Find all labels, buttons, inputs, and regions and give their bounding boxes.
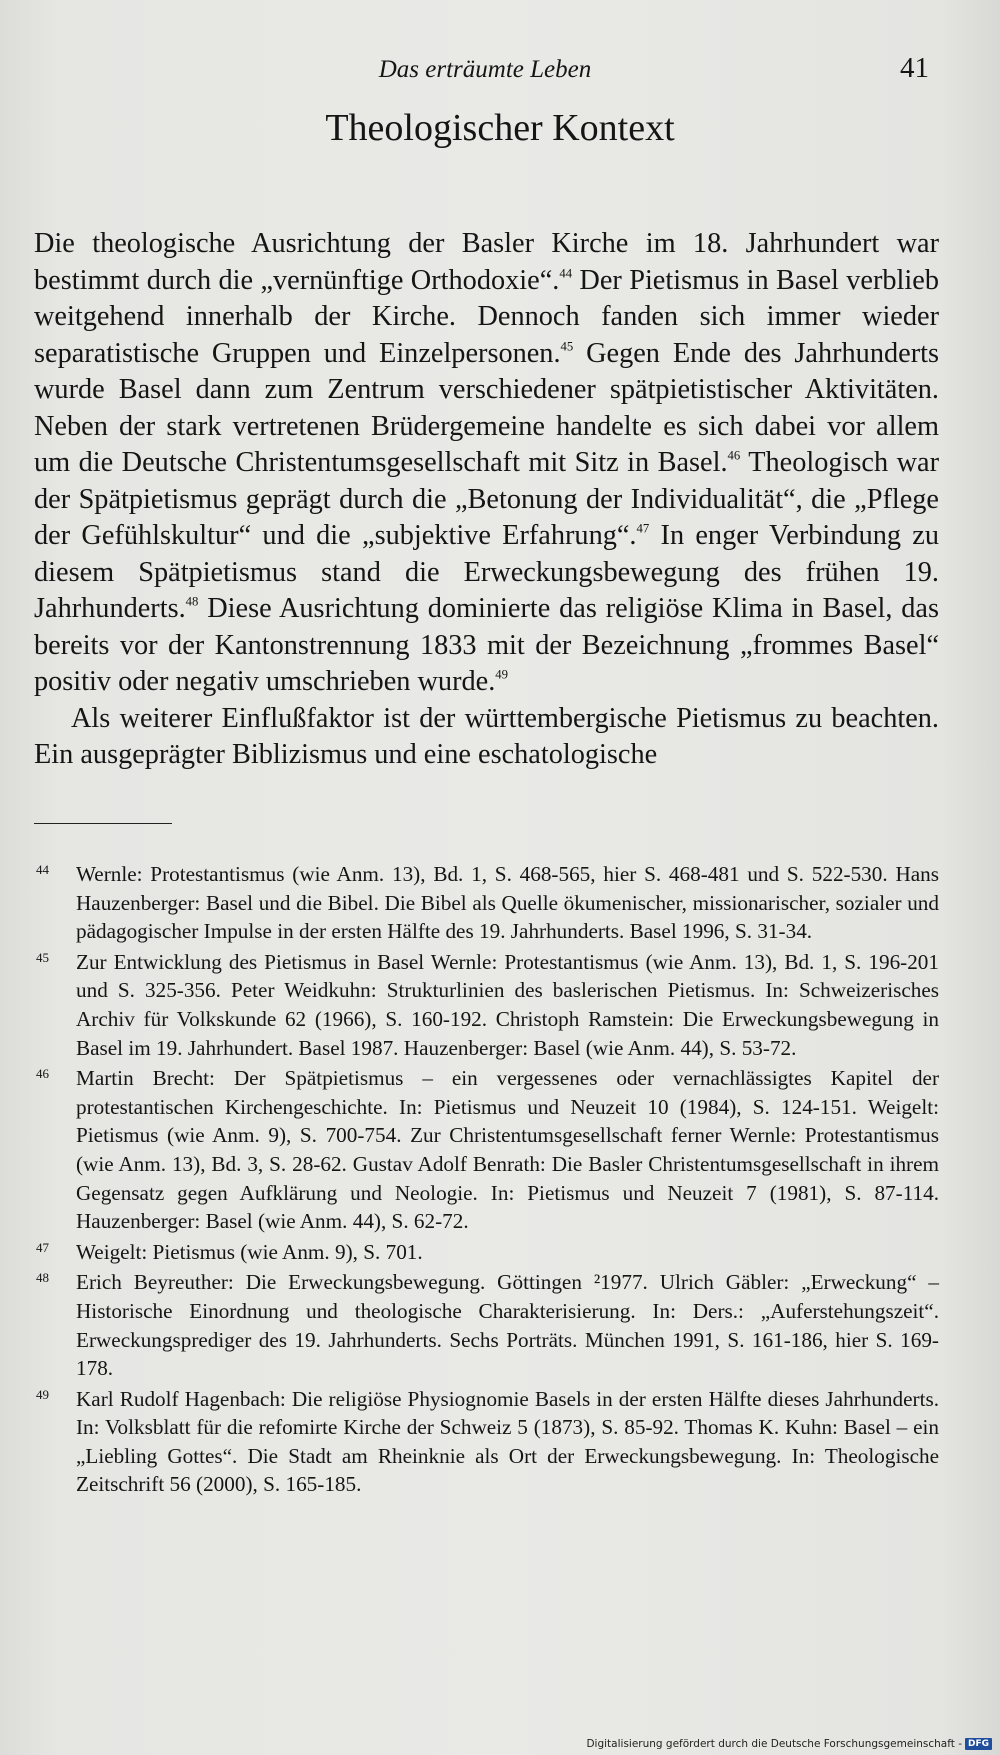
body-paragraph: [34, 701, 939, 774]
footnote: [36, 860, 939, 946]
section-title: Theologischer Kontext: [325, 107, 675, 149]
paragraph-text: Die theologische Ausrichtung der Basler Kirche im 18. Jahrhundert war bestimmt durch die „vernünftige Orthodoxie“.: [34, 228, 939, 296]
footnote-number: 45: [36, 949, 49, 965]
footnote: [36, 948, 939, 1062]
footnote-number: 48: [36, 1270, 49, 1286]
body-text: [34, 226, 939, 774]
footnote: [36, 1385, 939, 1499]
footnote-reference: 46: [727, 448, 741, 463]
footnote-text: Wernle: Protestantismus (wie Anm. 13), Bd. 1, S. 468-565, hier S. 468-481 und S. 522-530. Hans Hauzenberger: Basel und die Bibel. Die Bibel als Quelle ökumenischer, missionarischer, sozialer und pädagogischer Impulse in der ersten Hälfte des 19. Jahrhunderts. Basel 1996, S. 31-34.: [76, 862, 939, 944]
footnote-text: Weigelt: Pietismus (wie Anm. 9), S. 701.: [76, 1239, 423, 1264]
paragraph-text: Theologisch war der Spätpietismus geprägt durch die „Betonung der Individualität“, die „Pflege der Gefühlskultur“ und die „subjektive Erfahrung“.: [34, 447, 940, 551]
footnote-text: Karl Rudolf Hagenbach: Die religiöse Physiognomie Basels in der ersten Hälfte dieses Jahrhunderts. In: Volksblatt für die refomirte Kirche der Schweiz 5 (1873), S. 85-92. Thomas K. Kuhn: Basel – ein „Liebling Gottes“. Die Stadt am Rheinknie als Ort der Erweckungsbewegung. In: Theologische Zeitschrift 56 (2000), S. 165-185.: [76, 1386, 939, 1497]
digitization-notice: Digitalisierung gefördert durch die Deutsche Forschungsgemeinschaft -: [586, 1738, 962, 1750]
paragraph-text: Der Pietismus in Basel verblieb weitgehend innerhalb der Kirche. Dennoch fanden sich immer wieder separatistische Gruppen und Einzelpersonen.: [34, 264, 939, 369]
footnote: [36, 1064, 939, 1236]
footnote-number: 46: [36, 1066, 49, 1082]
footnote-reference: 47: [636, 521, 650, 536]
body-paragraph: [34, 226, 939, 701]
paragraph-text: Als weiterer Einflußfaktor ist der württembergische Pietismus zu beachten. Ein ausgeprägter Biblizismus und eine eschatologische: [34, 702, 939, 770]
footnote-reference: 48: [185, 594, 199, 609]
footnote-number: 47: [36, 1239, 49, 1255]
paragraph-text: Gegen Ende des Jahrhunderts wurde Basel dann zum Zentrum verschiedener spätpietistischer Aktivitäten. Neben der stark vertretenen Brüdergemeine handelte es sich dabei vor allem um die Deutsche Christentumsgesellschaft mit Sitz in Basel.: [34, 337, 939, 478]
footnote-text: Zur Entwicklung des Pietismus in Basel Wernle: Protestantismus (wie Anm. 13), Bd. 1, S. 196-201 und S. 325-356. Peter Weidkuhn: Strukturlinien des baslerischen Pietismus. In: Schweizerisches Archiv für Volkskunde 62 (1966), S. 160-192. Christoph Ramstein: Die Erweckungsbewegung in Basel im 19. Jahrhundert. Basel 1987. Hauzenberger: Basel (wie Anm. 44), S. 53-72.: [76, 949, 939, 1060]
dfg-logo: DFG: [965, 1738, 992, 1750]
page-number: 41: [900, 52, 929, 84]
running-header: [0, 52, 1000, 92]
footnote-text: Martin Brecht: Der Spätpietismus – ein vergessenes oder vernachlässigtes Kapitel der protestantischen Kirchengeschichte. In: Pietismus und Neuzeit 10 (1984), S. 124-151. Weigelt: Pietismus (wie Anm. 9), S. 700-754. Zur Christentumsgesellschaft ferner Wernle: Protestantismus (wie Anm. 13), Bd. 3, S. 28-62. Gustav Adolf Benrath: Die Basler Christentumsgesellschaft in ihrem Gegensatz gegen Aufklärung und Neologie. In: Pietismus und Neuzeit 7 (1981), S. 87-114. Hauzenberger: Basel (wie Anm. 44), S. 62-72.: [76, 1066, 939, 1234]
footnote-text: Erich Beyreuther: Die Erweckungsbewegung. Göttingen ²1977. Ulrich Gäbler: „Erweckung“ – Historische Einordnung und theologische Charakterisierung. In: Ders.: „Auferstehungszeit“. Erweckungsprediger des 19. Jahrhunderts. Sechs Porträts. München 1991, S. 161-186, hier S. 169-178.: [76, 1270, 939, 1381]
digitization-footer: [586, 1736, 992, 1752]
footnote-reference: 44: [559, 266, 573, 281]
footnote-number: 44: [36, 862, 49, 877]
footnote: [36, 1268, 939, 1382]
paragraph-text: In enger Verbindung zu diesem Spätpietismus stand die Erweckungsbewegung des frühen 19. Jahrhunderts.: [34, 520, 940, 624]
footnote-number: 49: [36, 1386, 49, 1402]
footnotes: [36, 860, 939, 1501]
footnote: [36, 1238, 939, 1267]
footnote-reference: 45: [560, 339, 574, 354]
paragraph-text: Diese Ausrichtung dominierte das religiöse Klima in Basel, das bereits vor der Kantonstrennung 1833 mit der Bezeichnung „frommes Basel“ positiv oder negativ umschrieben wurde.: [34, 593, 939, 697]
footnote-reference: 49: [495, 667, 508, 682]
footnote-separator: [34, 823, 172, 824]
running-title: Das erträumte Leben: [378, 56, 592, 83]
